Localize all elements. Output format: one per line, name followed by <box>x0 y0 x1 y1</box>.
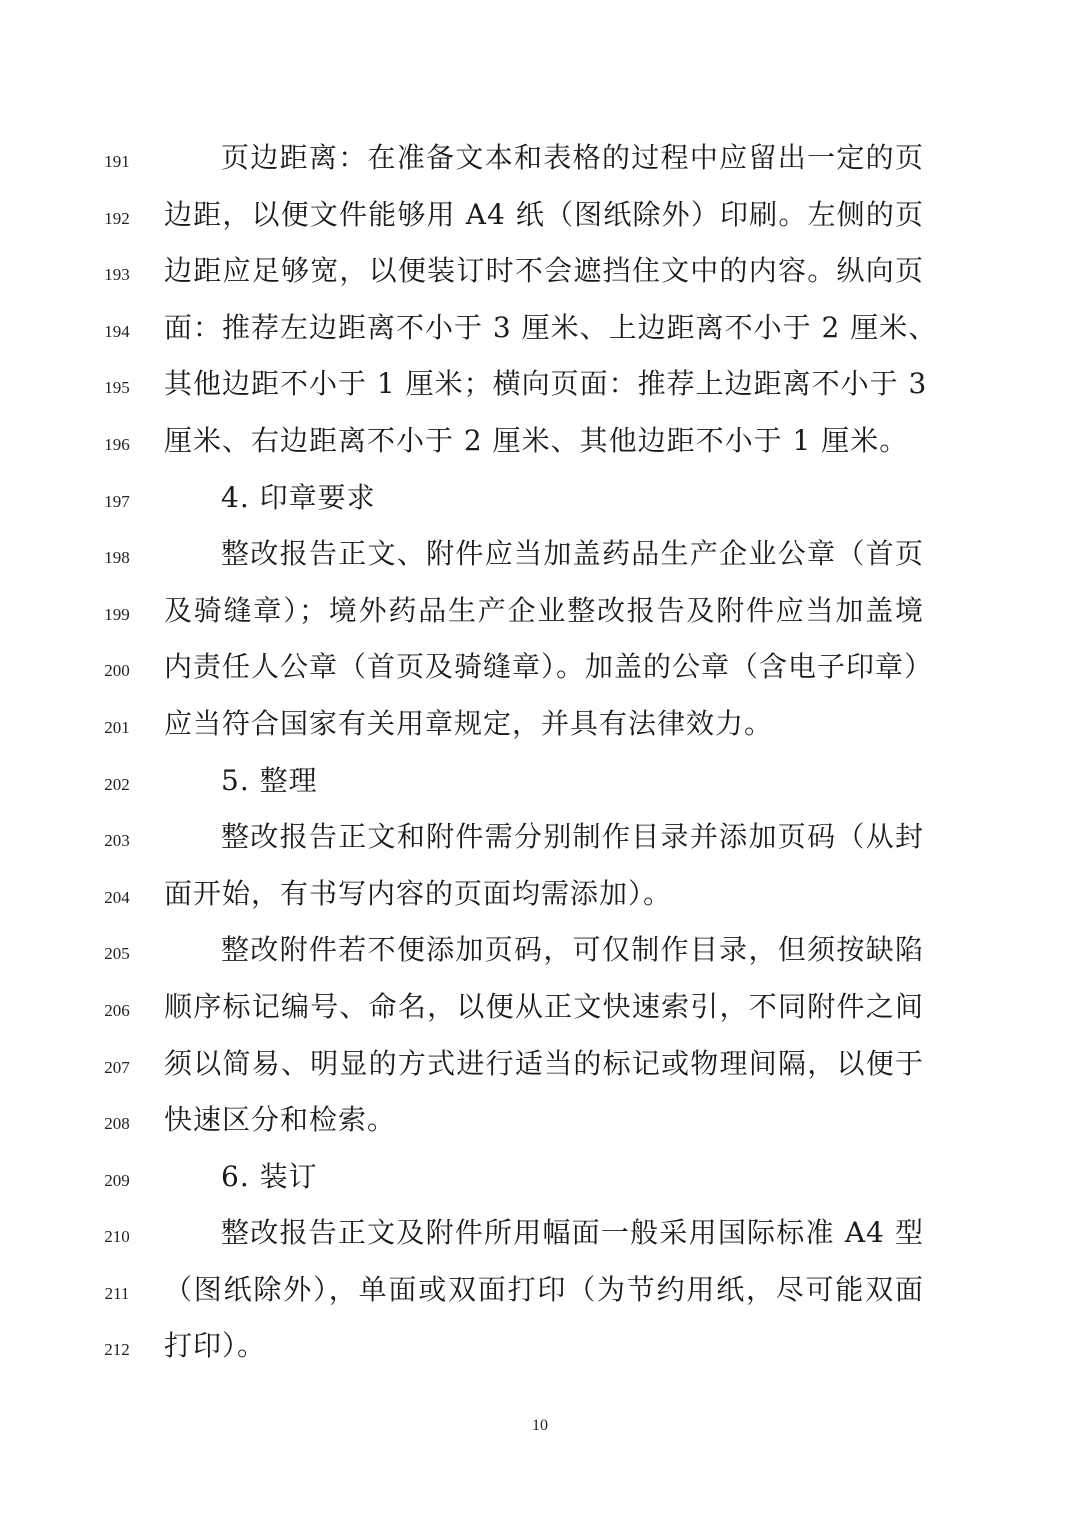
line-text: 边距，以便文件能够用 A4 纸（图纸除外）印刷。左侧的页 <box>164 197 924 231</box>
line-text: 页边距离：在准备文本和表格的过程中应留出一定的页 <box>221 141 924 174</box>
line-208 <box>0 1094 1080 1151</box>
line-200 <box>0 641 1080 698</box>
line-number: 211 <box>104 1283 130 1303</box>
line-number: 208 <box>104 1114 130 1134</box>
line-number: 196 <box>104 434 130 454</box>
line-number: 193 <box>104 265 130 285</box>
line-192 <box>0 189 1080 246</box>
line-211 <box>0 1264 1080 1321</box>
line-195 <box>0 358 1080 415</box>
line-number: 192 <box>104 208 130 228</box>
section-heading: 6. 装订 <box>221 1159 318 1193</box>
line-text: 及骑缝章）；境外药品生产企业整改报告及附件应当加盖境 <box>164 593 924 627</box>
line-number: 205 <box>104 944 130 964</box>
line-number: 194 <box>104 321 130 341</box>
line-number: 203 <box>104 831 130 851</box>
line-text: 顺序标记编号、命名，以便从正文快速索引，不同附件之间 <box>164 989 924 1023</box>
line-number: 212 <box>104 1340 130 1360</box>
line-number: 199 <box>104 604 130 624</box>
section-heading: 5. 整理 <box>221 763 318 797</box>
line-number: 200 <box>104 661 130 681</box>
line-number: 206 <box>104 1000 130 1020</box>
line-199 <box>0 585 1080 642</box>
line-text: 快速区分和检索。 <box>164 1103 397 1137</box>
line-206 <box>0 981 1080 1038</box>
line-text: 厘米、右边距离不小于 2 厘米、其他边距不小于 1 厘米。 <box>164 423 909 457</box>
line-207 <box>0 1038 1080 1095</box>
line-201 <box>0 698 1080 755</box>
line-text: 打印）。 <box>164 1329 267 1363</box>
line-text: 整改报告正文及附件所用幅面一般采用国际标准 A4 型 <box>221 1216 924 1250</box>
line-number: 207 <box>104 1057 130 1077</box>
text-body <box>0 132 1080 1377</box>
line-text: 边距应足够宽，以便装订时不会遮挡住文中的内容。纵向页 <box>164 254 924 288</box>
line-196 <box>0 415 1080 472</box>
line-number: 201 <box>104 717 130 737</box>
line-text: 内责任人公章（首页及骑缝章）。加盖的公章（含电子印章） <box>164 650 934 684</box>
line-197 <box>0 472 1080 529</box>
line-text: 面：推荐左边距离不小于 3 厘米、上边距离不小于 2 厘米、 <box>164 310 938 344</box>
line-209 <box>0 1151 1080 1208</box>
line-number: 198 <box>104 548 130 568</box>
line-text: 应当符合国家有关用章规定，并具有法律效力。 <box>164 706 774 740</box>
line-198 <box>0 528 1080 585</box>
line-191 <box>0 132 1080 189</box>
line-number: 210 <box>104 1227 130 1247</box>
line-number: 197 <box>104 491 130 511</box>
line-text: 面开始，有书写内容的页面均需添加）。 <box>164 876 673 910</box>
line-193 <box>0 245 1080 302</box>
line-number: 209 <box>104 1170 130 1190</box>
section-heading: 4. 印章要求 <box>221 480 376 514</box>
line-number: 195 <box>104 378 130 398</box>
line-text: 须以简易、明显的方式进行适当的标记或物理间隔，以便于 <box>164 1046 924 1080</box>
line-number: 202 <box>104 774 130 794</box>
line-text: 整改报告正文、附件应当加盖药品生产企业公章（首页 <box>221 537 924 571</box>
line-204 <box>0 868 1080 925</box>
page-number: 10 <box>532 1417 548 1434</box>
line-194 <box>0 302 1080 359</box>
line-203 <box>0 811 1080 868</box>
line-210 <box>0 1207 1080 1264</box>
line-205 <box>0 924 1080 981</box>
line-text: 整改附件若不便添加页码，可仅制作目录，但须按缺陷 <box>221 933 924 967</box>
line-number: 204 <box>104 887 130 907</box>
line-202 <box>0 755 1080 812</box>
line-text: 其他边距不小于 1 厘米；横向页面：推荐上边距离不小于 3 <box>164 367 928 401</box>
line-text: （图纸除外），单面或双面打印（为节约用纸，尽可能双面 <box>164 1272 924 1306</box>
line-number: 191 <box>104 152 130 171</box>
line-text: 整改报告正文和附件需分别制作目录并添加页码（从封 <box>221 820 924 854</box>
line-212 <box>0 1320 1080 1377</box>
